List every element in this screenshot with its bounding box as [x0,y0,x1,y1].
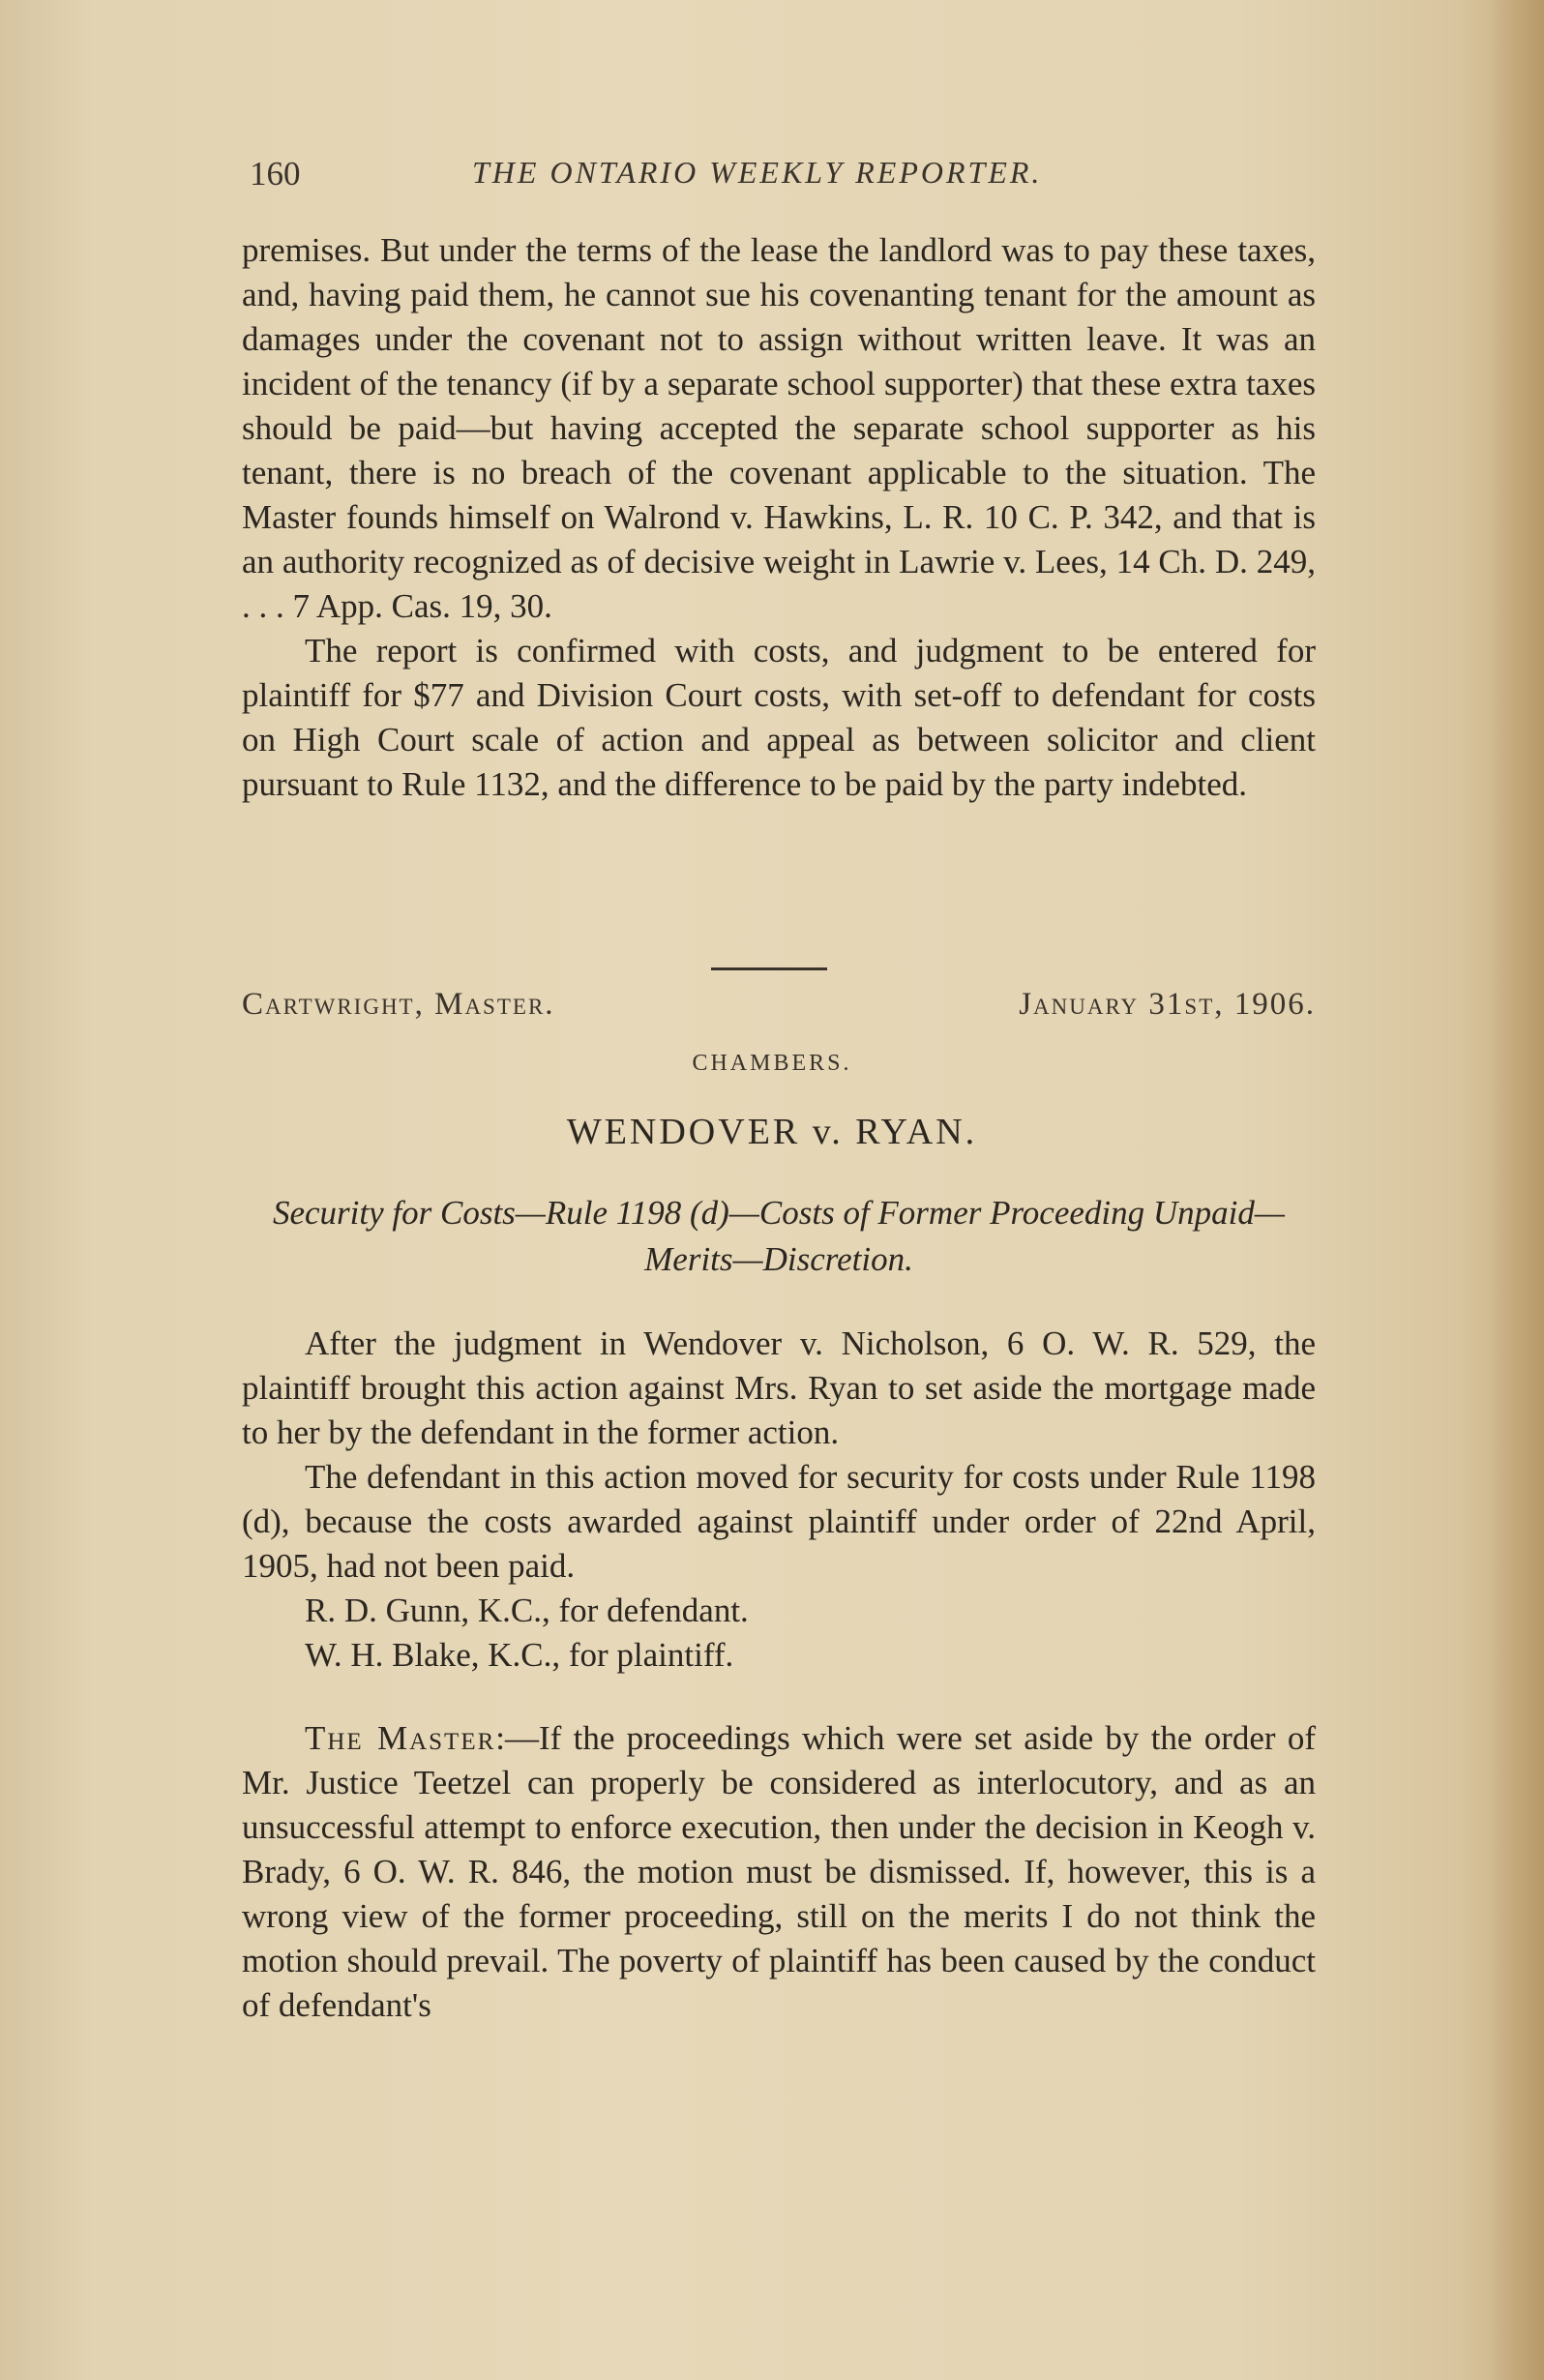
paragraph-judgment [242,1716,1316,2028]
counsel-plaintiff: W. H. Blake, K.C., for plaintiff. [305,1636,734,1674]
paragraph-facts: After the judgment in Wendover v. Nicholson, 6 O. W. R. 529, the plaintiff brought this action against Mrs. Ryan to set aside the mortgage made to her by the defendant in the former action. [242,1324,1316,1451]
judgment-speaker: The Master [305,1719,496,1757]
paragraph-order: The report is confirmed with costs, and judgment to be entered for plaintiff for $77 and Division Court costs, with set-off to defendant for costs on High Court scale of action and appeal as between solicitor and client pursuant to Rule 1132, and the difference to be paid by the party indebted. [242,632,1316,803]
court-line [242,987,1316,1035]
judgment-text: :—If the proceedings which were set aside by the order of Mr. Justice Teetzel can properly be considered as interlocutory, and as an unsuccessful attempt to enforce execution, then under the decision in Keogh v. Brady, 6 O. W. R. 846, the motion must be dismissed. If, however, this is a wrong view of the former proceeding, still on the merits I do not think the motion should prevail. The poverty of plaintiff has been caused by the conduct of defendant's [242,1719,1316,2024]
page-number: 160 [250,155,301,193]
paragraph-continued: premises. But under the terms of the lease the landlord was to pay these taxes, and, having paid them, he cannot sue his covenanting tenant for the amount as damages under the covenant not to assign without written leave. It was an incident of the tenancy (if by a separate school supporter) that these extra taxes should be paid—but having accepted the separate school supporter as his tenant, there is no breach of the covenant applicable to the situation. The Master founds himself on Walrond v. Hawkins, L. R. 10 C. P. 342, and that is an authority recognized as of decisive weight in Lawrie v. Lees, 14 Ch. D. 249, . . . 7 App. Cas. 19, 30. [242,231,1316,625]
journal-title: THE ONTARIO WEEKLY REPORTER. [472,155,1043,190]
counsel-defendant: R. D. Gunn, K.C., for defendant. [305,1592,749,1629]
judge-name: Cartwright, Master. [242,987,555,1022]
decision-date: January 31st, 1906. [1019,987,1316,1022]
running-head [250,155,1314,201]
court-venue: CHAMBERS. [692,1051,852,1076]
section-divider [711,967,827,970]
counsel-list [242,1589,1316,1678]
headnote: Security for Costs—Rule 1198 (d)—Costs of Former Proceeding Unpaid—Merits—Discretion. [272,1194,1286,1278]
case-body [242,1322,1316,2028]
case-title: WENDOVER v. RYAN. [566,1112,978,1152]
paragraph-motion: The defendant in this action moved for security for costs under Rule 1198 (d), because the costs awarded against plaintiff under order of 22nd April, 1905, had not been paid. [242,1458,1316,1585]
continued-text [242,228,1316,807]
